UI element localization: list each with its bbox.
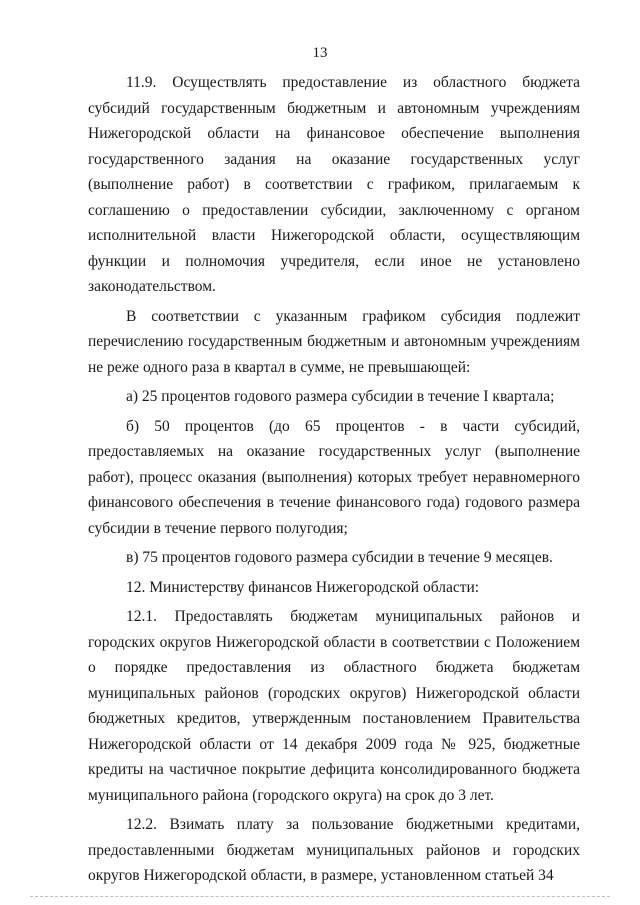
list-item-b: б) 50 процентов (до 65 процентов - в части субсидий, предоставляемых на оказание государственных услуг (выполнение работ), процесс оказания (выполнения) которых требует неравномерного финансового обеспечения в течение финансового года) годового размера субсидии в течение первого полугодия; <box>88 417 580 537</box>
page-number: 13 <box>312 45 328 61</box>
document-body <box>88 70 580 893</box>
list-item-v: в) 75 процентов годового размера субсидии в течение 9 месяцев. <box>126 549 553 566</box>
paragraph-12-1: 12.1. Предоставлять бюджетам муниципальных районов и городских округов Нижегородской области в соответствии с Положением о порядке предоставления из областного бюджета бюджетам муниципальных районов (городских округов) Нижегородской области бюджетных кредитов, утвержденным постановлением Правительства Нижегородской области от 14 декабря 2009 года № 925, бюджетные кредиты на частичное покрытие дефицита консолидированного бюджета муниципального района (городского округа) на срок до 3 лет. <box>88 608 580 804</box>
paragraph-schedule: В соответствии с указанным графиком субсидия подлежит перечислению государственным бюджетным и автономным учреждениям не реже одного раза в квартал в сумме, не превышающей: <box>88 307 580 376</box>
paragraph-12-2: 12.2. Взимать плату за пользование бюджетными кредитами, предоставленными бюджетам муниципальных районов и городских округов Нижегородской области, в размере, установленном статьей 34 <box>88 816 580 884</box>
paragraph-11-9: 11.9. Осуществлять предоставление из областного бюджета субсидий государственным бюджетным и автономным учреждениям Нижегородской области на финансовое обеспечение выполнения государственного задания на оказание государственных услуг (выполнение работ) в соответствии с графиком, прилагаемым к соглашению о предоставлении субсидии, заключенному с органом исполнительной власти Нижегородской области, осуществляющим функции и полномочия учредителя, если иное не установлено законодательством. <box>88 74 580 295</box>
scan-edge-divider <box>30 896 610 897</box>
list-item-a: а) 25 процентов годового размера субсидии в течение I квартала; <box>126 388 555 405</box>
paragraph-12: 12. Министерству финансов Нижегородской области: <box>126 578 480 596</box>
